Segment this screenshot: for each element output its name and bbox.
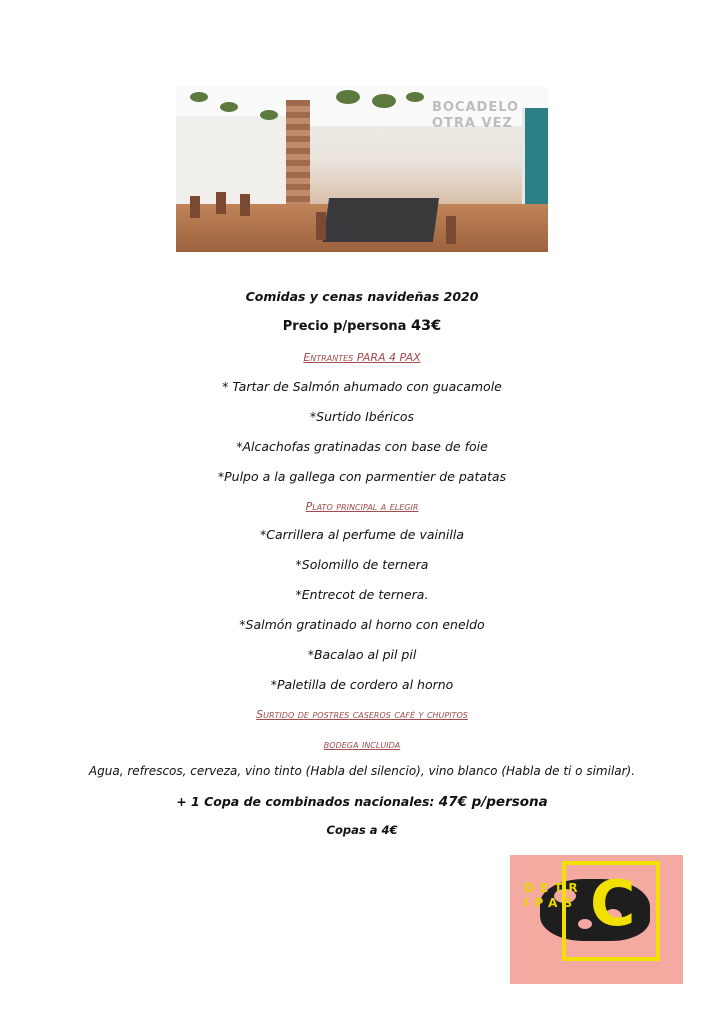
- main-item: *Entrecot de ternera.: [295, 587, 429, 602]
- restaurant-logo: [510, 855, 683, 984]
- logo-letters: DETRIPAS: [524, 881, 584, 910]
- photo-chair: [240, 194, 250, 216]
- main-item: *Bacalao al pil pil: [307, 647, 417, 662]
- photo-chair: [446, 216, 456, 244]
- photo-sign-line1: BOCADELO: [432, 100, 520, 115]
- photo-left-wall: [176, 116, 296, 206]
- photo-chair: [190, 196, 200, 218]
- extra-drink-label: + 1 Copa de combinados nacionales:: [176, 794, 435, 809]
- photo-sign-line2: OTRA VEZ: [432, 116, 513, 131]
- desserts-heading: Surtido de postres caseros café y chupitos: [256, 708, 468, 721]
- copas-line: Copas a 4€: [326, 823, 398, 837]
- photo-window: [522, 108, 548, 204]
- photo-chair: [216, 192, 226, 214]
- starter-item: *Pulpo a la gallega con parmentier de patatas: [217, 469, 507, 484]
- logo-big-letter: C: [590, 867, 636, 940]
- main-item: *Solomillo de ternera: [295, 557, 429, 572]
- price-line: [0, 318, 724, 334]
- starter-item: *Surtido Ibéricos: [309, 409, 415, 424]
- price-label: Precio p/persona: [282, 319, 407, 334]
- photo-plant: [406, 92, 424, 102]
- starter-item: *Alcachofas gratinadas con base de foie: [236, 439, 488, 454]
- photo-plant: [220, 102, 238, 112]
- photo-wall-sign: [432, 100, 519, 132]
- starters-heading: Entrantes PARA 4 PAX: [303, 351, 421, 364]
- main-item: *Carrillera al perfume de vainilla: [260, 527, 464, 542]
- photo-table: [323, 198, 439, 242]
- cellar-heading: bodega incluida: [323, 738, 401, 751]
- photo-plant: [260, 110, 278, 120]
- menu-title: Comidas y cenas navideñas 2020: [245, 289, 479, 304]
- photo-plant: [372, 94, 396, 108]
- photo-chair: [316, 212, 326, 240]
- mains-heading: Plato principal a elegir: [305, 500, 419, 513]
- extra-drink-price: 47€ p/persona: [438, 794, 548, 810]
- drinks-line: Agua, refrescos, cerveza, vino tinto (Habla del silencio), vino blanco (Habla de ti o similar).: [88, 764, 636, 778]
- main-item: *Paletilla de cordero al horno: [270, 677, 454, 692]
- extra-drink-line: [0, 794, 724, 810]
- photo-plant: [190, 92, 208, 102]
- price-value: 43€: [410, 318, 442, 334]
- main-item: *Salmón gratinado al horno con eneldo: [239, 617, 485, 632]
- restaurant-photo: [176, 86, 548, 252]
- photo-plant: [336, 90, 360, 104]
- starter-item: * Tartar de Salmón ahumado con guacamole: [222, 379, 502, 394]
